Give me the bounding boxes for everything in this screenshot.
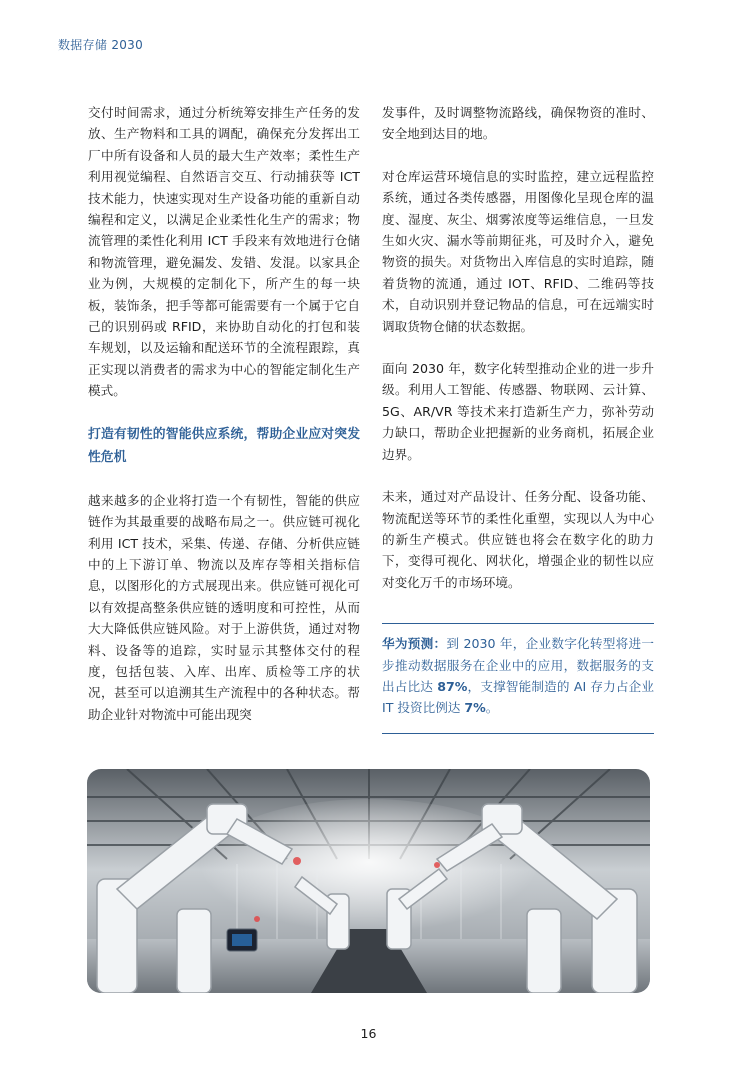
right-column bbox=[382, 102, 654, 734]
left-column bbox=[88, 102, 360, 725]
section-heading: 打造有韧性的智能供应系统，帮助企业应对突发性危机 bbox=[88, 426, 360, 465]
callout-label: 华为预测： bbox=[382, 636, 447, 652]
document-header: 数据存储 2030 bbox=[58, 38, 144, 52]
page-number: 16 bbox=[360, 1026, 377, 1041]
paragraph: 面向 2030 年，数字化转型推动企业的进一步升级。利用人工智能、传感器、物联网、云计算、5G、AR/VR 等技术来打造新生产力，弥补劳动力缺口，帮助企业把握新的业务商机，拓展企业边界。 bbox=[382, 361, 654, 462]
paragraph: 越来越多的企业将打造一个有韧性，智能的供应链作为其最重要的战略布局之一。供应链可视化利用 ICT 技术，采集、传递、存储、分析供应链中的上下游订单、物流以及库存等相关指标信息，以图形化的方式展现出来。供应链可视化可以有效提高整条供应链的透明度和可控性，从而大大降低供应链风险。对于上游供货，通过对物料、设备等的追踪，实时显示其整体交付的程度，包括包装、入库、出库、质检等工序的状况，甚至可以追溯其生产流程中的各种状态。帮助企业针对物流中可能出现突 bbox=[88, 492, 360, 722]
prediction-callout bbox=[382, 623, 654, 734]
paragraph: 发事件，及时调整物流路线，确保物资的准时、安全地到达目的地。 bbox=[382, 105, 654, 142]
callout-text: ，支撑智能制造的 AI 存力占企业 IT 投资比例达 bbox=[382, 678, 654, 716]
callout-text: 到 2030 年，企业数字化转型将进一步推动数据服务在企业中的应用，数据服务的支出占比达 bbox=[382, 636, 655, 694]
paragraph: 未来，通过对产品设计、任务分配、设备功能、物流配送等环节的柔性化重塑，实现以人为中心的新生产模式。供应链也将会在数字化的助力下，变得可视化、网状化，增强企业的韧性以应对变化万千的市场环境。 bbox=[382, 489, 654, 590]
callout-value: 87% bbox=[437, 678, 468, 694]
paragraph: 对仓库运营环境信息的实时监控，建立远程监控系统，通过各类传感器，用图像化呈现仓库的温度、湿度、灰尘、烟雾浓度等运维信息，一旦发生如火灾、漏水等前期征兆，可及时介入，避免物资的损失。对货物出入库信息的实时追踪，随着货物的流通，通过 IOT、RFID、二维码等技术，自动识别并登记物品的信息，可在远端实时调取货物仓储的状态数据。 bbox=[382, 168, 654, 334]
callout-value: 7% bbox=[464, 700, 486, 716]
callout-text: 。 bbox=[485, 700, 499, 716]
factory-robot-photo bbox=[87, 769, 650, 993]
paragraph: 交付时间需求，通过分析统筹安排生产任务的发放、生产物料和工具的调配，确保充分发挥出工厂中所有设备和人员的最大生产效率；柔性生产利用视觉编程、自然语言交互、行动捕获等 ICT 技术能力，快速实现对生产设备功能的重新自动编程和定义，以满足企业柔性化生产的需求；物流管理的柔性化利用 ICT 手段来有效地进行仓储和物流管理，避免漏发、发错、发混。以家具企业为例，大规模的定制化下，所产生的每一块板，装饰条，把手等都可能需要有一个属于它自己的识别码或 RFID，来协助自动化的打包和装车规划，以及运输和配送环节的全流程跟踪，真正实现以消费者的需求为中心的智能定制化生产模式。 bbox=[88, 105, 360, 399]
